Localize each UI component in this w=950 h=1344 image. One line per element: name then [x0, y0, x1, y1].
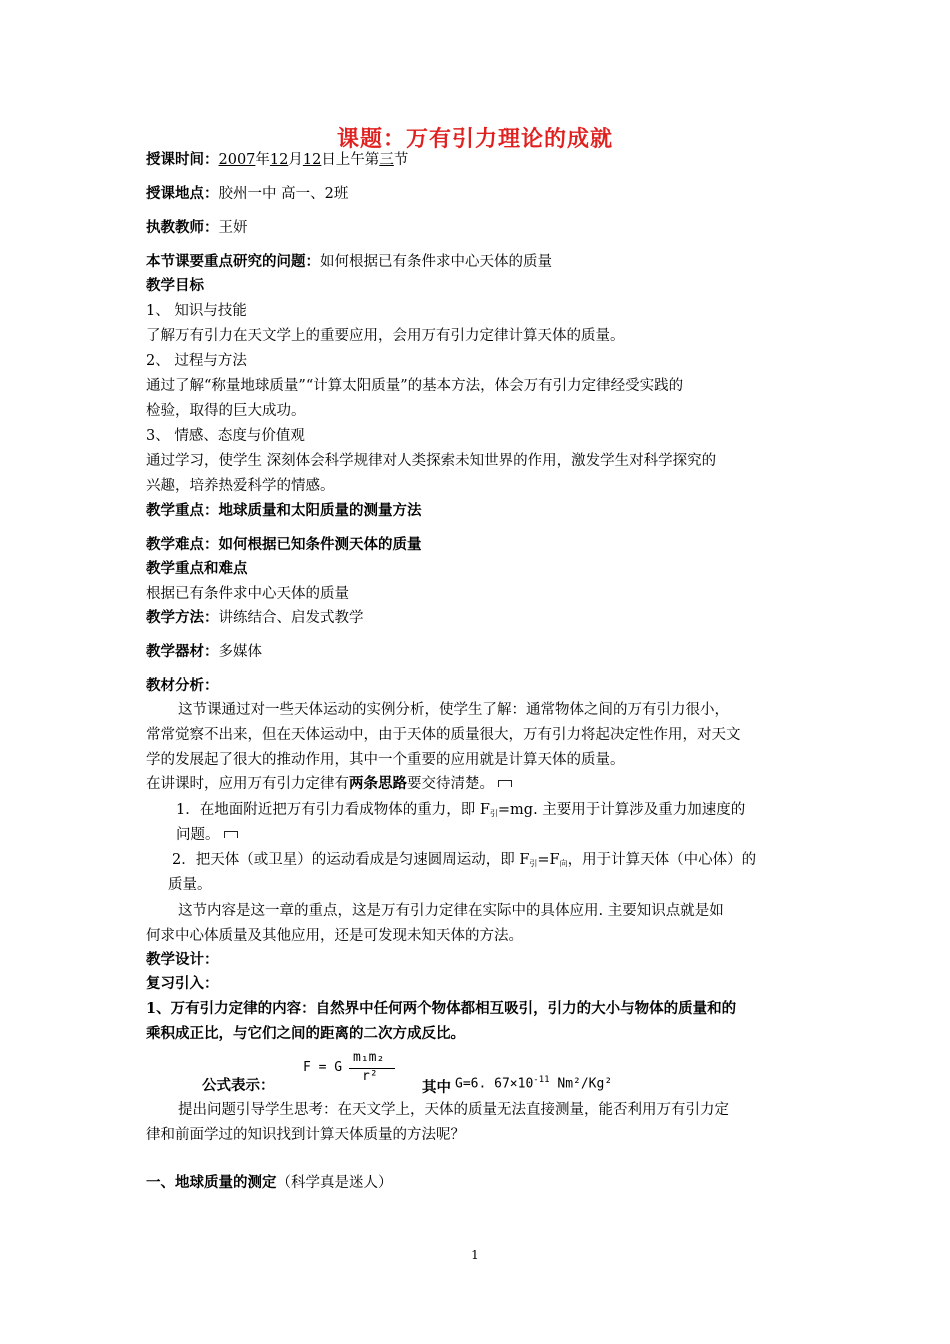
gravitation-formula: F = G m₁m₂ r² — [303, 1052, 403, 1086]
class-time-line: 授课时间：2007年12月12日上午第三节 — [146, 151, 409, 168]
design-heading: 教学设计： — [146, 951, 219, 968]
goal-1-text: 了解万有引力在天文学上的重要应用，会用万有引力定律计算天体的质量。 — [146, 328, 625, 344]
analysis-p1-line1: 这节课通过对一些天体运动的实例分析，使学生了解：通常物体之间的万有引力很小， — [178, 702, 729, 718]
question-line-2: 律和前面学过的知识找到计算天体质量的方法呢？ — [146, 1127, 465, 1143]
analysis-item-2: 2．把天体（或卫星）的运动看成是匀速圆周运动，即 $F_引=F_向$，用于计算天体（中心体）的 — [172, 852, 757, 868]
law-line-2: 乘积成正比，与它们之间的距离的二次方成反比。 — [146, 1025, 465, 1042]
section-1-heading: 一、地球质量的测定（科学真是迷人） — [146, 1174, 393, 1191]
equipment-line: 教学器材：多媒体 — [146, 643, 262, 660]
lesson-title: 课题：万有引力理论的成就 — [336, 126, 613, 152]
analysis-p1-line2: 常常觉察不出来，但在天体运动中，由于天体的质量很大，万有引力将起决定性作用，对天文 — [146, 727, 741, 743]
analysis-item-1: 1．在地面附近把万有引力看成物体的重力，即 $F_引=mg$. 主要用于计算涉及重力加速度的 — [176, 802, 746, 818]
goal-2-text-2: 检验，取得的巨大成功。 — [146, 403, 306, 419]
formula-label: 公式表示： — [202, 1077, 275, 1094]
gravitational-constant: G=6. $67\times 10^{-11}$ Nm²/Kg² — [455, 1075, 613, 1092]
analysis-p1-line3: 学的发展起了很大的推动作用，其中一个重要的应用就是计算天体的质量。 — [146, 752, 625, 768]
key-and-difficulty-text: 根据已有条件求中心天体的质量 — [146, 586, 349, 602]
goal-2-text-1: 通过了解“称量地球质量”“计算太阳质量”的基本方法，体会万有引力定律经受实践的 — [146, 378, 684, 394]
analysis-p3-line1: 这节内容是这一章的重点，这是万有引力定律在实际中的具体应用. 主要知识点就是如 — [178, 903, 724, 919]
analysis-item-2-cont: 质量。 — [168, 877, 212, 893]
difficulty: 教学难点：如何根据已知条件测天体的质量 — [146, 536, 422, 553]
analysis-p2: 在讲课时，应用万有引力定律有两条思路要交待清楚。 — [146, 774, 512, 794]
class-place-line: 授课地点：胶州一中 高一、2班 — [146, 185, 349, 202]
goal-3-text-1: 通过学习，使学生 深刻体会科学规律对人类探索未知世界的作用，激发学生对科学探究的 — [146, 453, 717, 469]
where-label: 其中 — [422, 1079, 451, 1096]
review-heading: 复习引入： — [146, 975, 219, 992]
question-line-1: 提出问题引导学生思考：在天文学上，天体的质量无法直接测量，能否利用万有引力定 — [178, 1102, 729, 1118]
law-line-1: 1、万有引力定律的内容：自然界中任何两个物体都相互吸引，引力的大小与物体的质量和的 — [146, 1000, 737, 1017]
focus-question-line: 本节课要重点研究的问题：如何根据已有条件求中心天体的质量 — [146, 253, 552, 270]
analysis-heading: 教材分析： — [146, 677, 219, 694]
analysis-item-1-cont: 问题。 — [176, 825, 238, 845]
anchor-mark-icon — [498, 780, 512, 787]
key-and-difficulty-heading: 教学重点和难点 — [146, 560, 248, 577]
anchor-mark-icon — [224, 831, 238, 838]
goal-3-text-2: 兴趣，培养热爱科学的情感。 — [146, 478, 335, 494]
method-line: 教学方法：讲练结合、启发式教学 — [146, 609, 364, 626]
goal-2-title: 2、 过程与方法 — [146, 353, 247, 369]
goals-heading: 教学目标 — [146, 277, 204, 294]
teacher-line: 执教教师：王妍 — [146, 219, 248, 236]
key-point: 教学重点：地球质量和太阳质量的测量方法 — [146, 502, 422, 519]
analysis-p3-line2: 何求中心体质量及其他应用，还是可发现未知天体的方法。 — [146, 928, 523, 944]
goal-1-title: 1、 知识与技能 — [146, 303, 247, 319]
goal-3-title: 3、 情感、态度与价值观 — [146, 428, 305, 444]
page-number: 1 — [471, 1248, 479, 1262]
